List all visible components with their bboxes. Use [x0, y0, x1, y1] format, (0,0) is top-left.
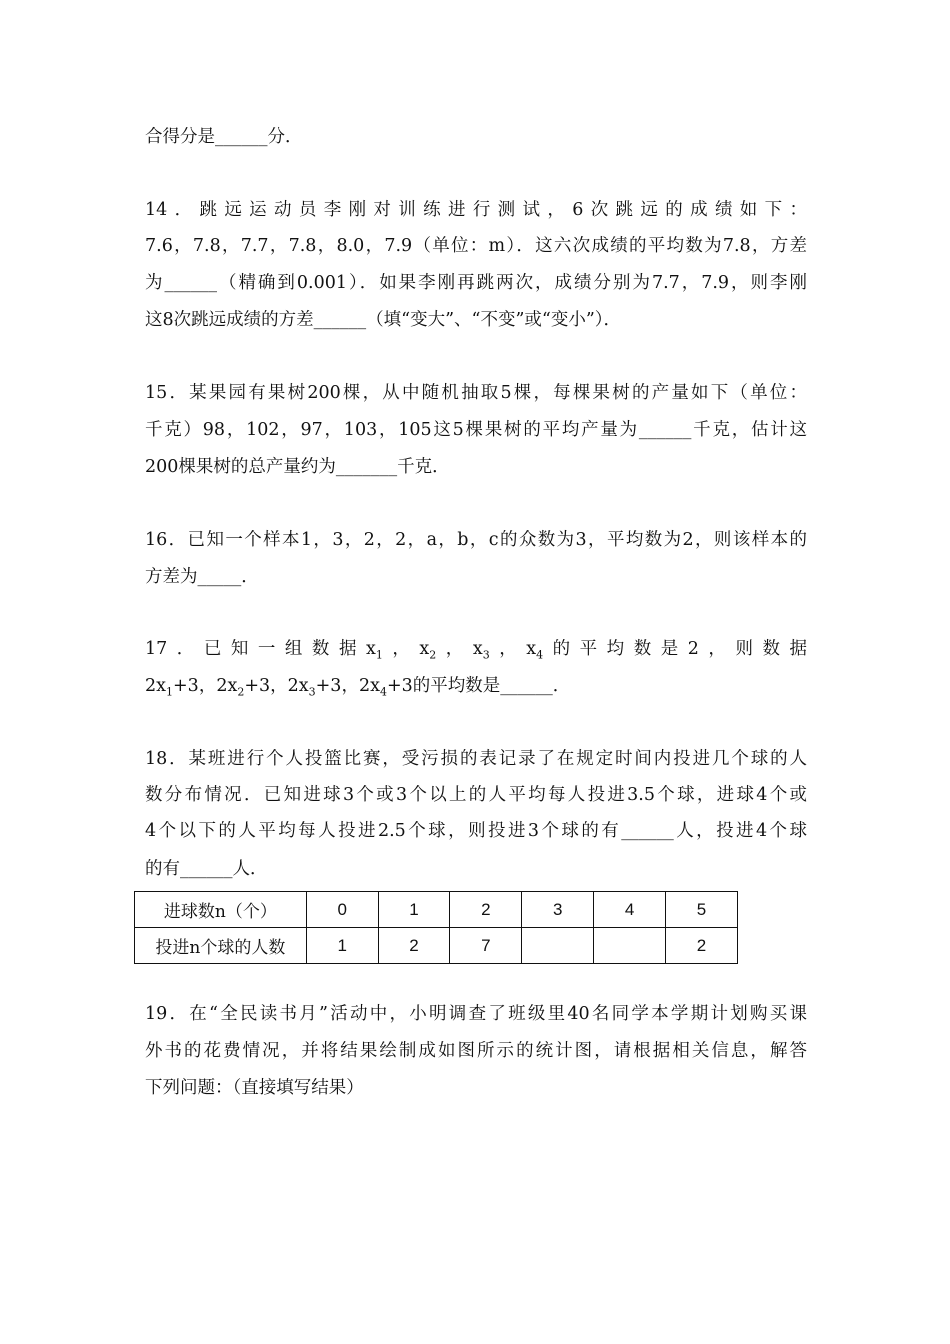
- q15-line-2: 千克）98，102，97，103，105这5棵果树的平均产量为______千克，估计这: [145, 420, 807, 440]
- table-cell: 2: [450, 892, 522, 928]
- q18-line-2: 数分布情况．已知进球3个或3个以上的人平均每人投进3.5个球，进球4个或: [145, 785, 807, 805]
- q14-line-3: 为______（精确到0.001）．如果李刚再跳两次，成绩分别为7.7，7.9，则李刚: [145, 273, 807, 293]
- q14-line-4: 这8次跳远成绩的方差______（填“变大”、“不变”或“变小”）．: [145, 310, 622, 330]
- table-header-cell: 进球数n（个）: [135, 892, 307, 928]
- q18-line-3: 4个以下的人平均每人投进2.5个球，则投进3个球的有______人，投进4个球: [145, 821, 807, 841]
- q15-line-1: 15．某果园有果树200棵，从中随机抽取5棵，每棵果树的产量如下（单位：: [145, 383, 807, 403]
- subscript: 3: [482, 648, 490, 662]
- subscript: 3: [308, 685, 316, 699]
- q16-line-1: 16．已知一个样本1，3，2，2，a，b，c的众数为3，平均数为2，则该样本的: [145, 530, 807, 550]
- table-cell: 2: [378, 928, 450, 964]
- q14-line-1: 14．跳远运动员李刚对训练进行测试，6次跳远的成绩如下：: [145, 200, 807, 220]
- table-header-cell: 投进n个球的人数: [135, 928, 307, 964]
- table-cell: 5: [666, 892, 738, 928]
- subscript: 4: [536, 648, 544, 662]
- q17-text-c: ，x: [436, 639, 483, 659]
- q14-line-2: 7.6，7.8，7.7，7.8，8.0，7.9（单位：m）．这六次成绩的平均数为7.8，方差: [145, 236, 807, 256]
- subscript: 2: [237, 685, 245, 699]
- q17-text-e: 的平均数是2，则数据: [543, 639, 807, 659]
- table-cell: 3: [522, 892, 594, 928]
- q18-line-1: 18．某班进行个人投篮比赛，受污损的表记录了在规定时间内投进几个球的人: [145, 749, 807, 769]
- q17-expr-b: +3，2x: [173, 676, 238, 696]
- q17-expr-a: 2x: [145, 676, 167, 696]
- q15-line-3: 200棵果树的总产量约为_______千克．: [145, 457, 450, 477]
- subscript: 1: [166, 685, 174, 699]
- table-cell: 4: [594, 892, 666, 928]
- q17-text-a: 17．已知一组数据x: [145, 639, 376, 659]
- q19-line-2: 外书的花费情况，并将结果绘制成如图所示的统计图，请根据相关信息，解答: [145, 1041, 807, 1061]
- q17-expr-c: +3，2x: [244, 676, 309, 696]
- table-cell: 2: [666, 928, 738, 964]
- score-distribution-table: [134, 891, 738, 964]
- q17-expr-e: +3的平均数是______．: [386, 676, 571, 696]
- subscript: 4: [379, 685, 387, 699]
- q17-text-d: ，x: [489, 639, 537, 659]
- q19-line-1: 19．在“全民读书月”活动中，小明调查了班级里40名同学本学期计划购买课: [145, 1004, 807, 1024]
- q18-line-4: 的有______人．: [145, 859, 268, 879]
- table-row: [135, 928, 738, 964]
- q13-tail-line: 合得分是______分．: [145, 127, 303, 147]
- table-cell: 1: [306, 928, 378, 964]
- subscript: 2: [429, 648, 437, 662]
- table-cell: 1: [378, 892, 450, 928]
- q17-line-2: [145, 673, 807, 699]
- table-cell-blank: [594, 928, 666, 964]
- q16-line-2: 方差为_____．: [145, 567, 259, 587]
- table-cell: 7: [450, 928, 522, 964]
- subscript: 1: [375, 648, 383, 662]
- table-cell-blank: [522, 928, 594, 964]
- q17-text-b: ，x: [382, 639, 430, 659]
- table-cell: 0: [306, 892, 378, 928]
- table-row: [135, 892, 738, 928]
- q17-expr-d: +3，2x: [315, 676, 380, 696]
- q19-line-3: 下列问题：（直接填写结果）: [145, 1078, 364, 1098]
- q17-line-1: [145, 636, 807, 662]
